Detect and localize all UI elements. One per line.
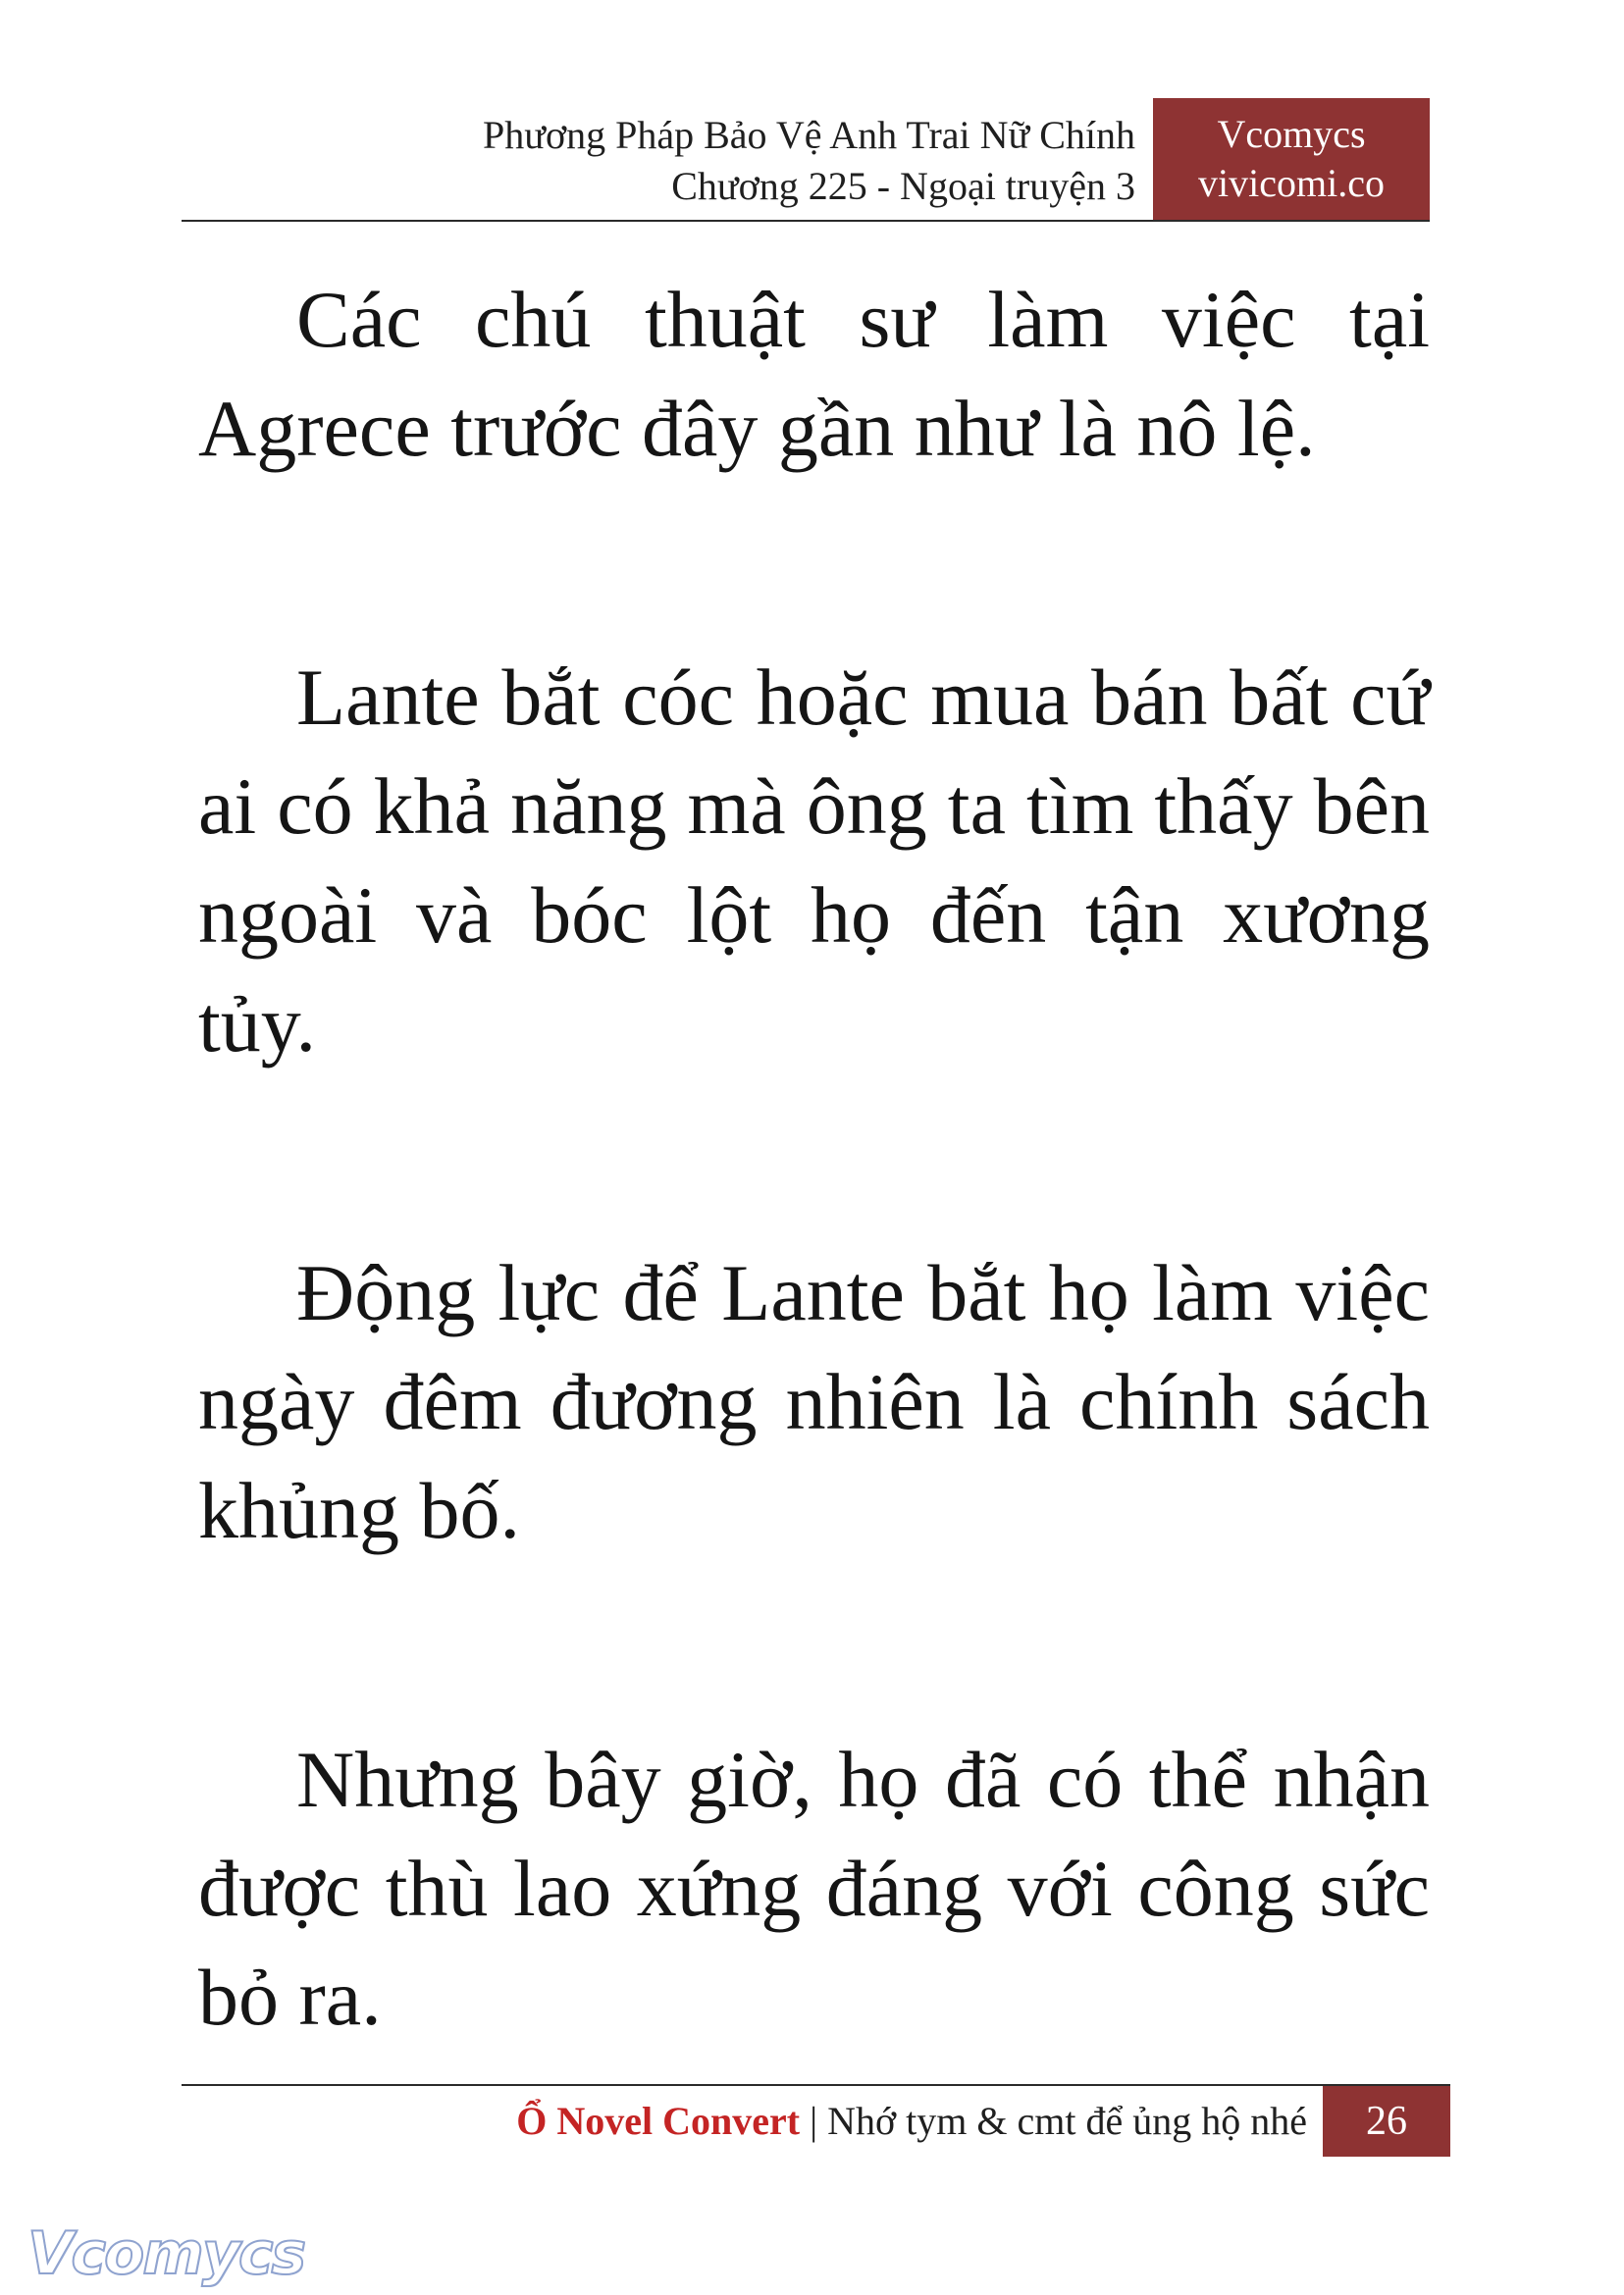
brand-name: Vcomycs (1217, 112, 1366, 156)
paragraph-1: Các chú thuật sư làm việc tại Agrece trước đây gần như là nô lệ. (198, 275, 1430, 473)
paragraph-4: Nhưng bây giờ, họ đã có thể nhận được thù lao xứng đáng với công sức bỏ ra. (198, 1735, 1430, 2042)
watermark-logo: Vcomycs (27, 2219, 305, 2288)
page-content (198, 265, 1430, 2212)
paragraph-3: Động lực để Lante bắt họ làm việc ngày đêm đương nhiên là chính sách khủng bố. (198, 1248, 1430, 1555)
page-number: 26 (1323, 2086, 1450, 2157)
footer-separator: | (810, 2099, 818, 2143)
page-footer (182, 2084, 1450, 2159)
page-header (182, 98, 1430, 222)
brand-site: vivicomi.co (1198, 161, 1385, 205)
footer-brand: Ổ Novel Convert (516, 2099, 801, 2143)
brand-box (1153, 98, 1430, 220)
book-title: Phương Pháp Bảo Vệ Anh Trai Nữ Chính (483, 113, 1135, 157)
chapter-title: Chương 225 - Ngoại truyện 3 (671, 164, 1135, 208)
paragraph-2: Lante bắt cóc hoặc mua bán bất cứ ai có khả năng mà ông ta tìm thấy bên ngoài và bóc lột họ đến tận xương tủy. (198, 652, 1430, 1069)
footer-text (516, 2098, 1307, 2145)
header-titles (483, 110, 1135, 212)
footer-message: Nhớ tym & cmt để ủng hộ nhé (827, 2099, 1307, 2143)
